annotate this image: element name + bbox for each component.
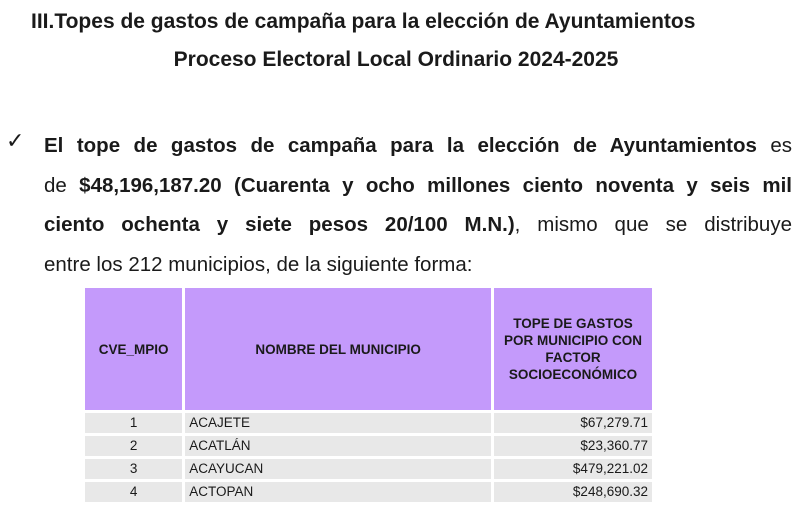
subtitle-text: Proceso Electoral Local Ordinario 2024-2025	[173, 48, 619, 71]
cell-nombre: ACAYUCAN	[185, 459, 491, 479]
cell-tope: $479,221.02	[494, 459, 652, 479]
cell-tope: $67,279.71	[494, 413, 652, 433]
cell-nombre: ACTOPAN	[185, 482, 491, 502]
table-row	[85, 413, 652, 433]
paragraph-line-3	[44, 205, 792, 245]
cell-nombre: ACAJETE	[185, 413, 491, 433]
section-title: III.Topes de gastos de campaña para la elección de Ayuntamientos	[31, 10, 696, 33]
paragraph-line-2	[44, 166, 792, 206]
cell-tope: $23,360.77	[494, 436, 652, 456]
checkmark-icon: ✓	[6, 128, 25, 153]
table-header-row	[85, 288, 652, 410]
paragraph-line-4: entre los 212 municipios, de la siguiente forma:	[44, 252, 473, 276]
paragraph-text-3: , mismo que se distribuye	[514, 213, 792, 236]
cell-cve: 2	[85, 436, 182, 456]
section-subtitle	[0, 47, 800, 73]
cell-tope: $248,690.32	[494, 482, 652, 502]
paragraph-text-2: de	[44, 173, 80, 197]
paragraph-text-1: es	[756, 134, 792, 157]
cell-cve: 1	[85, 413, 182, 433]
municipality-table	[82, 285, 655, 505]
paragraph-bold-2: $48,196,187.20 (Cuarenta y ocho millones ciento noventa y seis mil	[79, 173, 793, 197]
table-row	[85, 459, 652, 479]
table-row	[85, 482, 652, 502]
header-nombre-municipio: NOMBRE DEL MUNICIPIO	[185, 288, 491, 410]
cell-nombre: ACATLÁN	[185, 436, 491, 456]
paragraph-line-1	[44, 126, 792, 166]
paragraph-bold-3: ciento ochenta y siete pesos 20/100 M.N.)	[44, 213, 515, 236]
summary-paragraph	[44, 126, 792, 284]
header-cve-mpio: CVE_MPIO	[85, 288, 182, 410]
cell-cve: 4	[85, 482, 182, 502]
cell-cve: 3	[85, 459, 182, 479]
header-tope-gastos: TOPE DE GASTOS POR MUNICIPIO CON FACTOR SOCIOECONÓMICO	[494, 288, 652, 410]
paragraph-bold-1: El tope de gastos de campaña para la elección de Ayuntamientos	[44, 134, 757, 157]
table-row	[85, 436, 652, 456]
